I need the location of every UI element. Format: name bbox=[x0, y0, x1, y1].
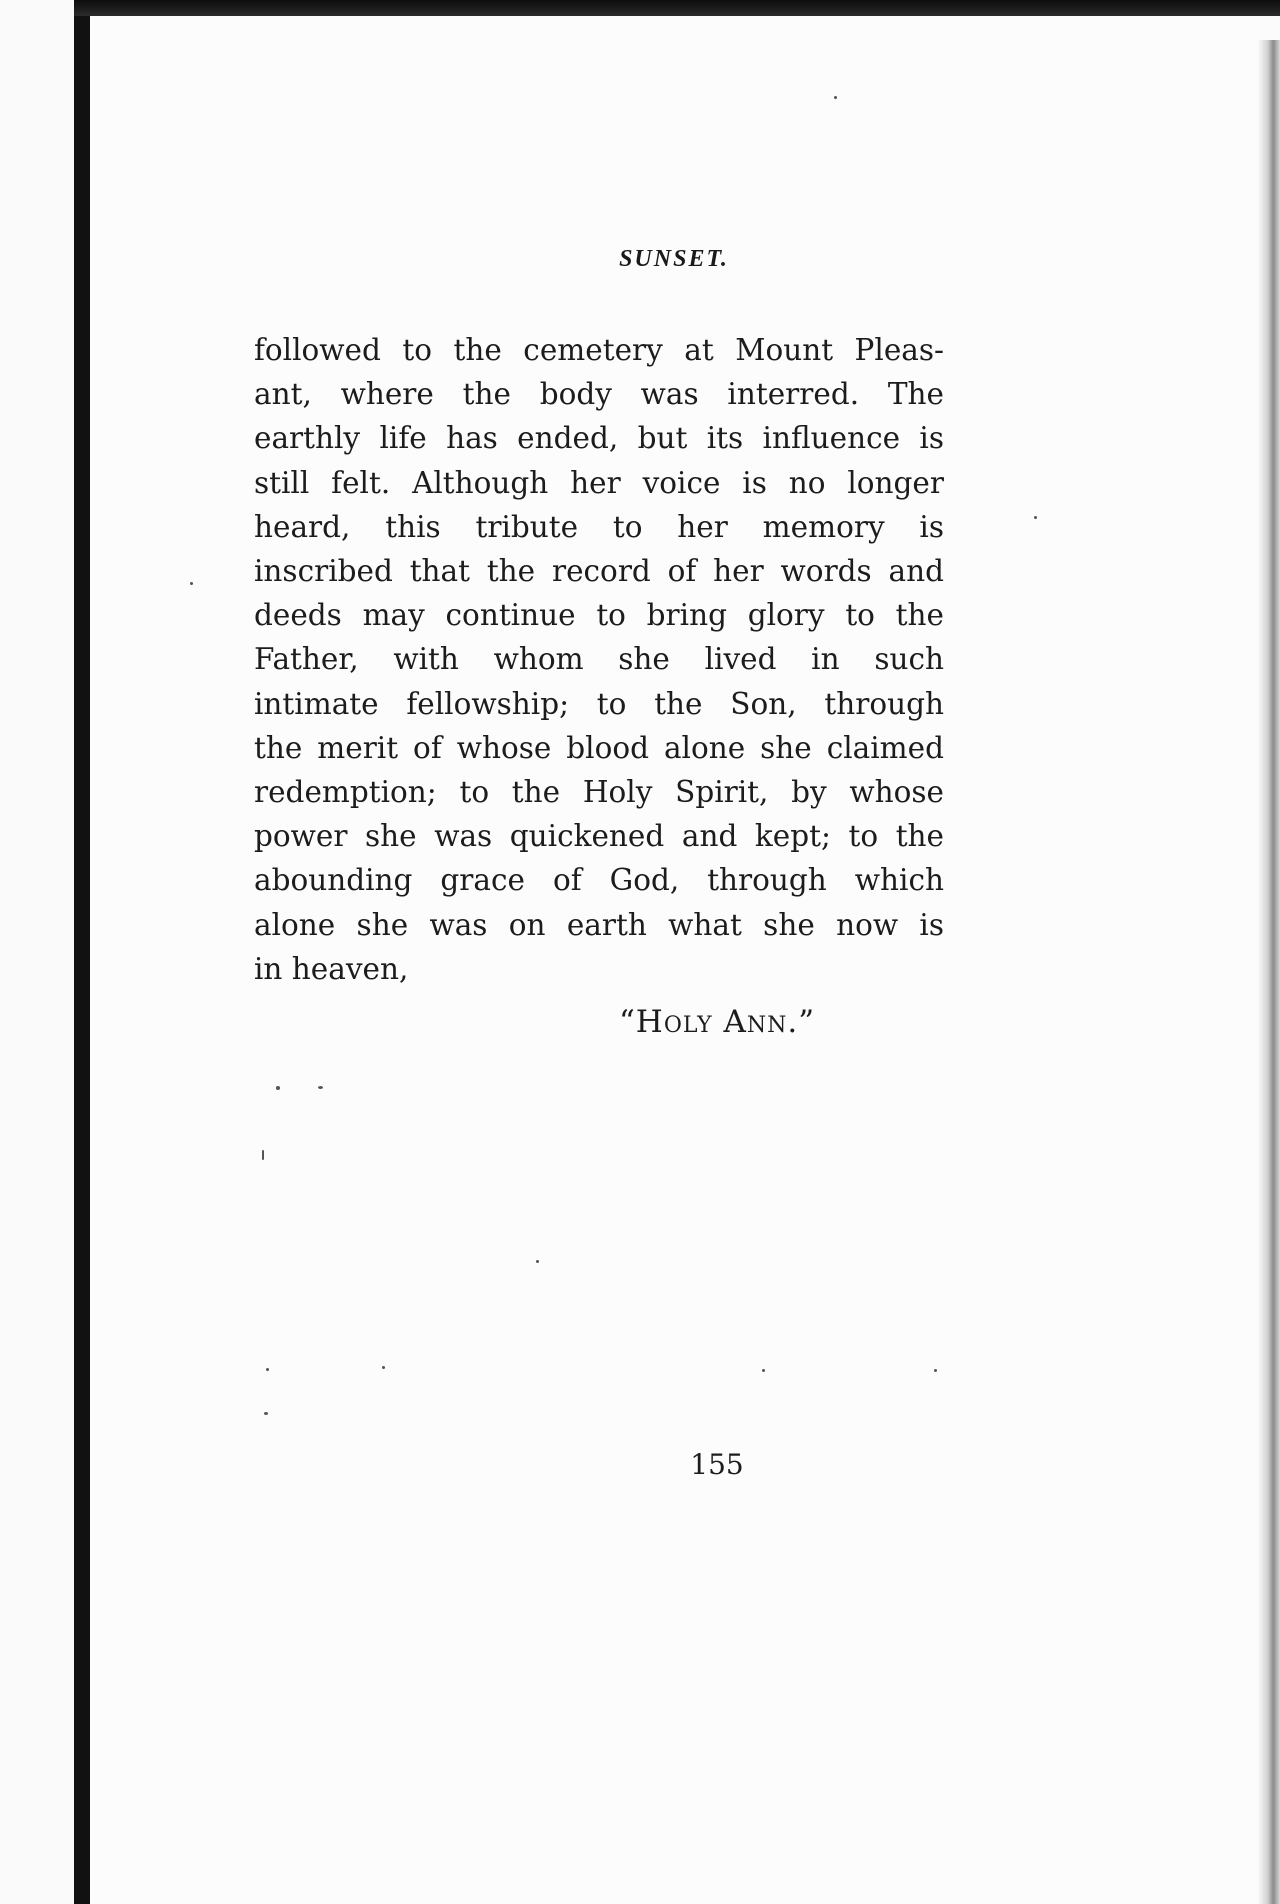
text-line: inscribed that the record of her words and bbox=[254, 554, 944, 589]
text-line: power she was quickened and kept; to the bbox=[254, 819, 944, 854]
right-page-edge bbox=[1258, 40, 1280, 1904]
scan-speck bbox=[266, 1368, 269, 1371]
text-line: Father, with whom she lived in such bbox=[254, 642, 944, 677]
scan-speck bbox=[382, 1366, 385, 1369]
top-edge bbox=[74, 0, 1280, 16]
text-line: intimate fellowship; to the Son, through bbox=[254, 686, 944, 721]
book-page bbox=[90, 16, 1258, 1904]
scan-speck bbox=[934, 1369, 937, 1372]
scan-speck bbox=[262, 1150, 264, 1160]
text-line: abounding grace of God, through which bbox=[254, 863, 944, 898]
scan-speck bbox=[1034, 516, 1037, 519]
text-line: in heaven, bbox=[254, 951, 409, 986]
scan-speck bbox=[536, 1260, 539, 1263]
left-margin bbox=[0, 0, 74, 1904]
text-line: ant, where the body was interred. The bbox=[254, 377, 944, 412]
scan-speck bbox=[762, 1369, 765, 1372]
text-line: the merit of whose blood alone she claimed bbox=[254, 730, 944, 765]
scan-speck bbox=[264, 1412, 268, 1415]
text-line: earthly life has ended, but its influence is bbox=[254, 421, 944, 456]
text-line: still felt. Although her voice is no longer bbox=[254, 465, 944, 500]
scan-speck bbox=[190, 582, 193, 585]
scan-speck bbox=[276, 1086, 280, 1090]
text-line: alone she was on earth what she now is bbox=[254, 907, 944, 942]
signature-text: “Holy Ann.” bbox=[618, 1004, 816, 1040]
binding-edge bbox=[74, 14, 90, 1904]
body-paragraph bbox=[254, 328, 944, 991]
running-header: SUNSET. bbox=[619, 246, 729, 272]
scan-speck bbox=[318, 1086, 323, 1089]
text-line: redemption; to the Holy Spirit, by whose bbox=[254, 775, 944, 810]
signature bbox=[90, 1004, 1258, 1040]
text-line: heard, this tribute to her memory is bbox=[254, 509, 944, 544]
page-number: 155 bbox=[690, 1448, 744, 1481]
text-line: followed to the cemetery at Mount Pleas- bbox=[254, 333, 944, 367]
text-line: deeds may continue to bring glory to the bbox=[254, 598, 944, 633]
scan-speck bbox=[834, 96, 837, 99]
